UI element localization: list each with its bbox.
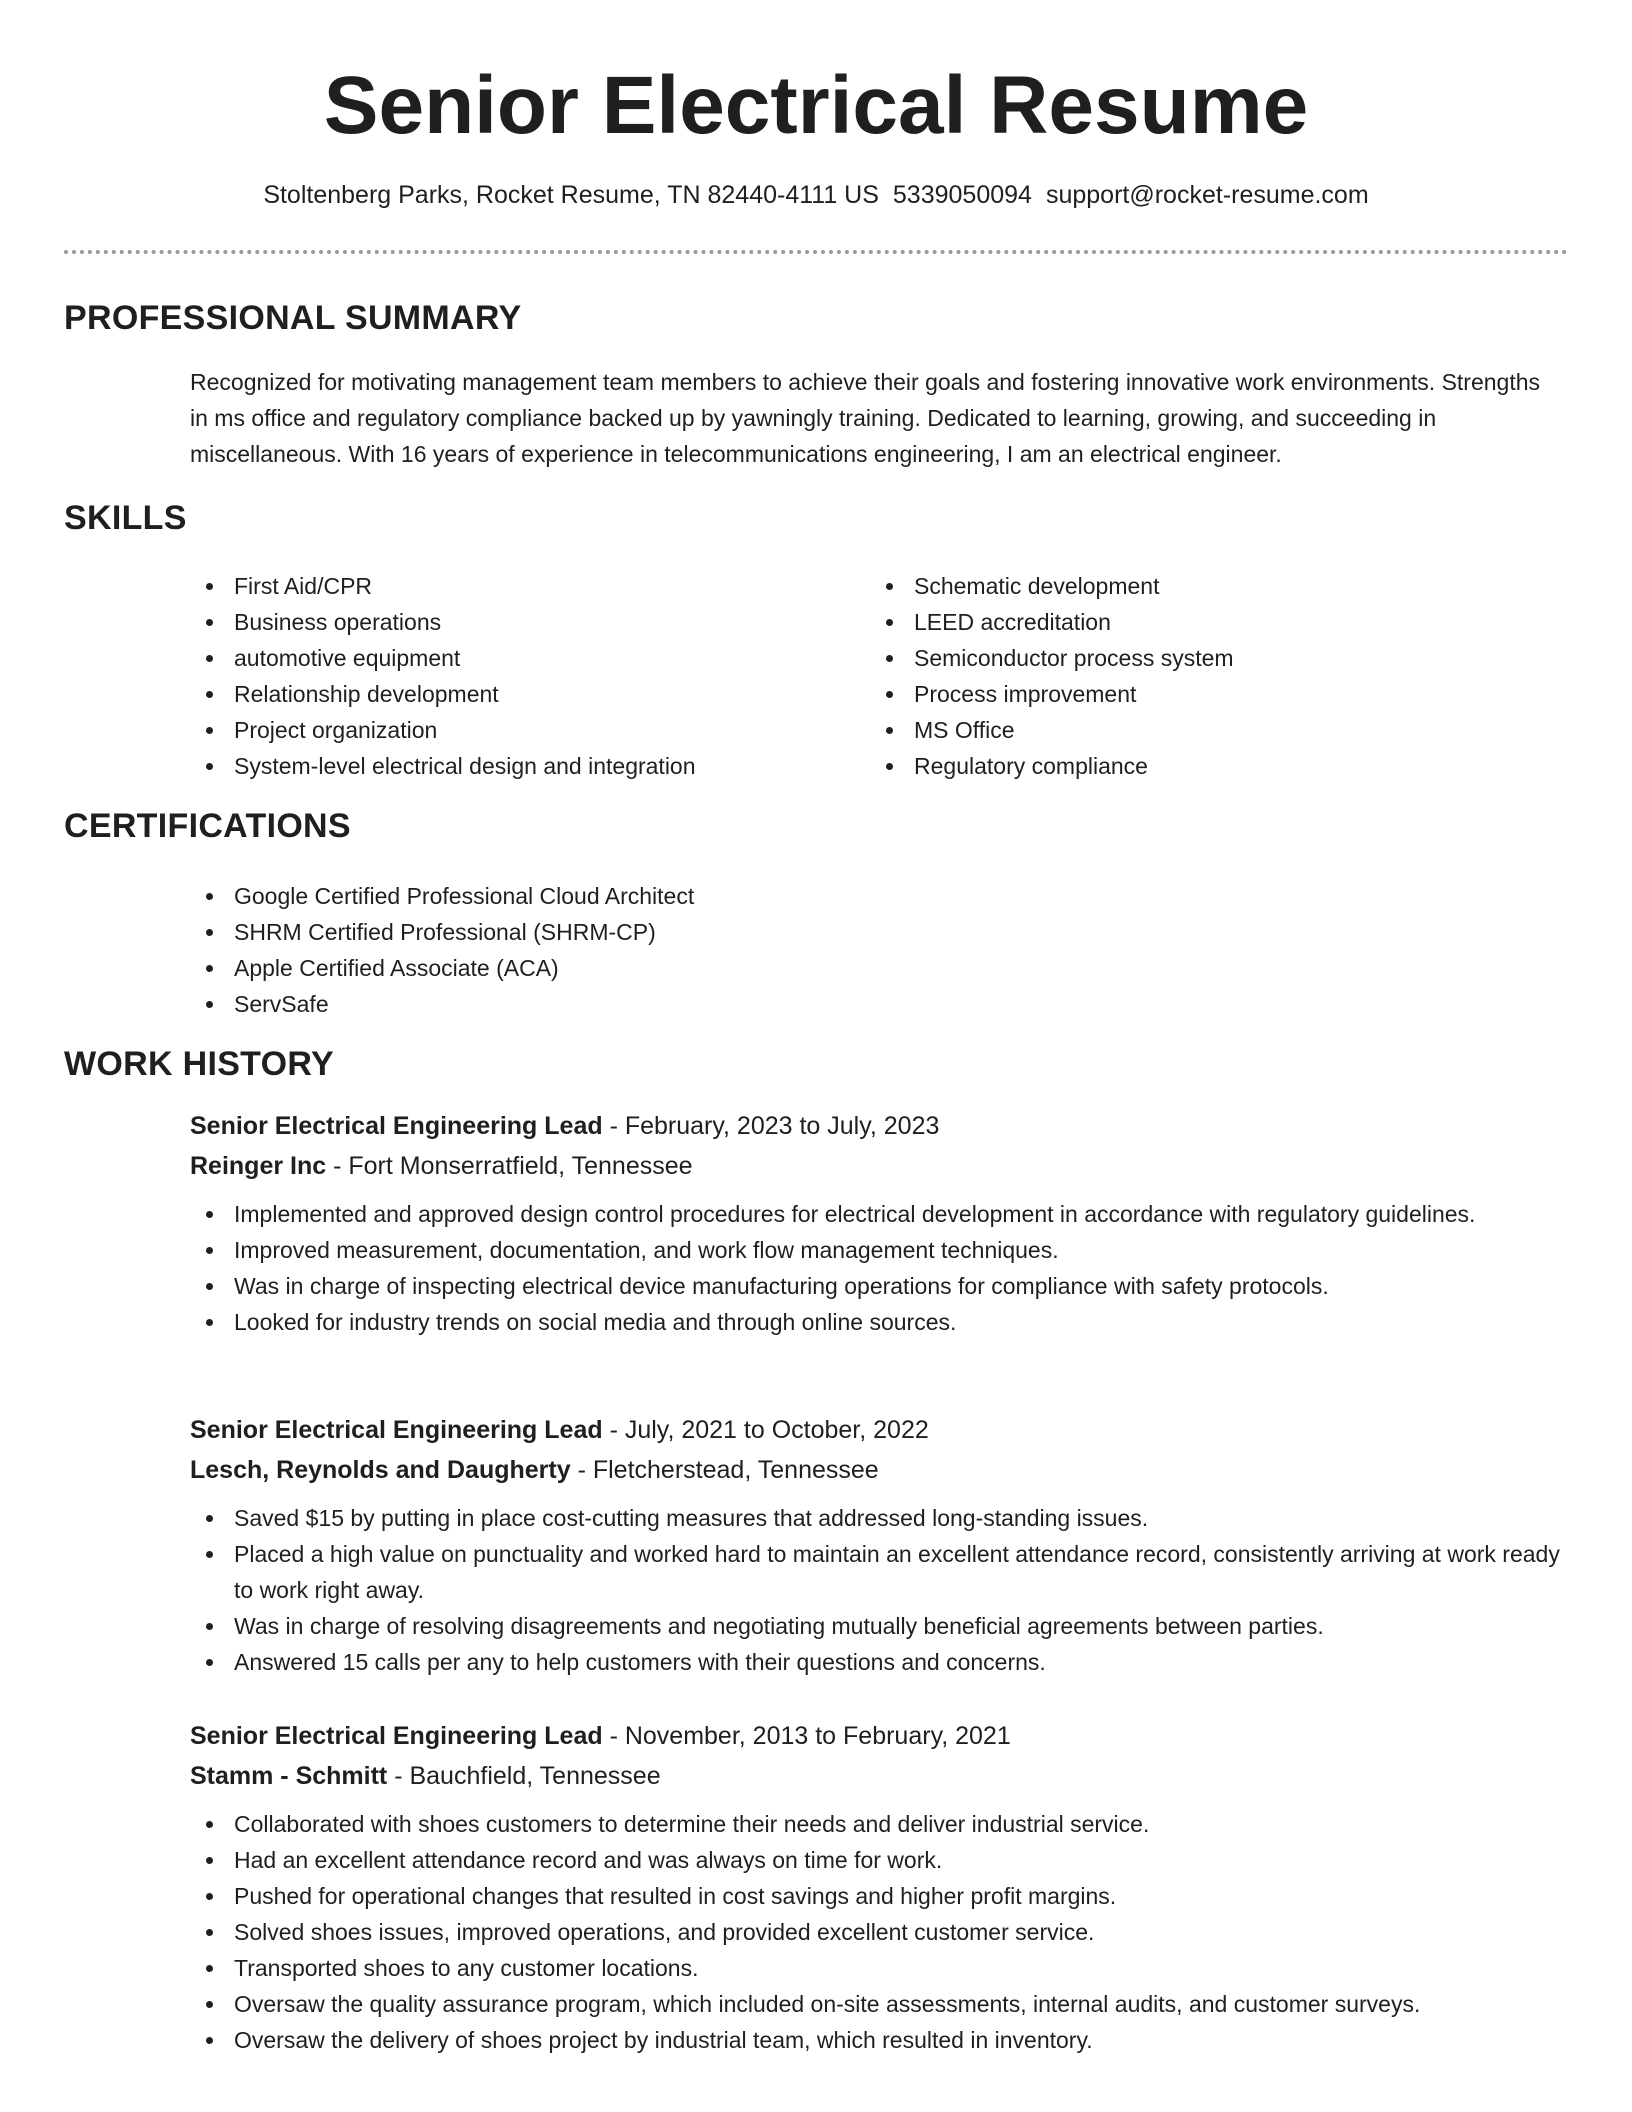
work-history-heading: WORK HISTORY [64,1045,334,1083]
resume-title: Senior Electrical Resume [323,60,1309,151]
job-bullet: Transported shoes to any customer locations. [190,1950,1562,1986]
job-bullet: Collaborated with shoes customers to determine their needs and deliver industrial service. [190,1806,1562,1842]
job-title-line [190,1106,1562,1146]
job-role: Senior Electrical Engineering Lead [190,1416,603,1444]
skill-item: Relationship development [190,676,696,712]
skills-heading: SKILLS [64,499,187,537]
job-dates: - February, 2023 to July, 2023 [602,1112,940,1140]
skill-item: Process improvement [870,676,1234,712]
job-company: Lesch, Reynolds and Daugherty [190,1456,571,1484]
skill-item: automotive equipment [190,640,696,676]
skill-item: MS Office [870,712,1234,748]
header-divider [64,250,1568,254]
job-bullet: Was in charge of resolving disagreements and negotiating mutually beneficial agreements between parties. [190,1608,1562,1644]
job-bullet: Oversaw the quality assurance program, which included on-site assessments, internal audits, and customer surveys. [190,1986,1562,2022]
contact-email: support@rocket-resume.com [1045,181,1369,209]
skill-item: LEED accreditation [870,604,1234,640]
job-location: - Bauchfield, Tennessee [387,1762,661,1790]
job-bullet: Saved $15 by putting in place cost-cutting measures that addressed long-standing issues. [190,1500,1562,1536]
certifications-heading: CERTIFICATIONS [64,807,351,845]
skill-item: Project organization [190,712,696,748]
contact-phone: 5339050094 [892,181,1032,209]
certifications-list [190,878,694,1022]
skills-list-left [190,568,696,784]
job-company-line [190,1756,1562,1796]
certification-item: Google Certified Professional Cloud Architect [190,878,694,914]
job-dates: - July, 2021 to October, 2022 [602,1416,929,1444]
summary-text: Recognized for motivating management team members to achieve their goals and fostering innovative work environments. Strengths in ms office and regulatory compliance backed up by yawningly training. Dedicated to learning, growing, and succeeding in miscellaneous. With 16 years of experience in telecommunications engineering, I am an electrical engineer. [190,369,1541,467]
job-title-line [190,1410,1562,1450]
job-bullet: Had an excellent attendance record and was always on time for work. [190,1842,1562,1878]
job-bullet: Solved shoes issues, improved operations, and provided excellent customer service. [190,1914,1562,1950]
job-company: Stamm - Schmitt [190,1762,388,1790]
skill-item: Regulatory compliance [870,748,1234,784]
job-bullets [190,1806,1562,2058]
certification-item: Apple Certified Associate (ACA) [190,950,694,986]
contact-address: Stoltenberg Parks, Rocket Resume, TN 82440-4111 US [263,181,879,209]
skills-list-right [870,568,1234,784]
job-entry [190,1410,1562,1680]
skill-item: Business operations [190,604,696,640]
job-entry [190,1716,1562,2058]
job-bullets [190,1500,1562,1680]
contact-line [0,180,1632,210]
job-company-line [190,1146,1562,1186]
job-bullet: Placed a high value on punctuality and worked hard to maintain an excellent attendance record, consistently arriving at work ready to work right away. [190,1536,1562,1608]
skill-item: System-level electrical design and integration [190,748,696,784]
summary-heading: PROFESSIONAL SUMMARY [64,299,522,337]
job-bullet: Answered 15 calls per any to help customers with their questions and concerns. [190,1644,1562,1680]
job-role: Senior Electrical Engineering Lead [190,1722,603,1750]
job-bullet: Oversaw the delivery of shoes project by industrial team, which resulted in inventory. [190,2022,1562,2058]
job-bullet: Pushed for operational changes that resulted in cost savings and higher profit margins. [190,1878,1562,1914]
job-bullets [190,1196,1562,1340]
job-title-line [190,1716,1562,1756]
job-bullet: Looked for industry trends on social media and through online sources. [190,1304,1562,1340]
job-location: - Fort Monserratfield, Tennessee [326,1152,693,1180]
job-bullet: Implemented and approved design control procedures for electrical development in accordance with regulatory guidelines. [190,1196,1562,1232]
skill-item: Schematic development [870,568,1234,604]
job-role: Senior Electrical Engineering Lead [190,1112,603,1140]
certification-item: SHRM Certified Professional (SHRM-CP) [190,914,694,950]
job-location: - Fletcherstead, Tennessee [570,1456,879,1484]
job-bullet: Was in charge of inspecting electrical device manufacturing operations for compliance with safety protocols. [190,1268,1562,1304]
job-company: Reinger Inc [190,1152,327,1180]
certification-item: ServSafe [190,986,694,1022]
skill-item: Semiconductor process system [870,640,1234,676]
job-bullet: Improved measurement, documentation, and work flow management techniques. [190,1232,1562,1268]
job-entry [190,1106,1562,1340]
job-dates: - November, 2013 to February, 2021 [602,1722,1011,1750]
skill-item: First Aid/CPR [190,568,696,604]
job-company-line [190,1450,1562,1490]
